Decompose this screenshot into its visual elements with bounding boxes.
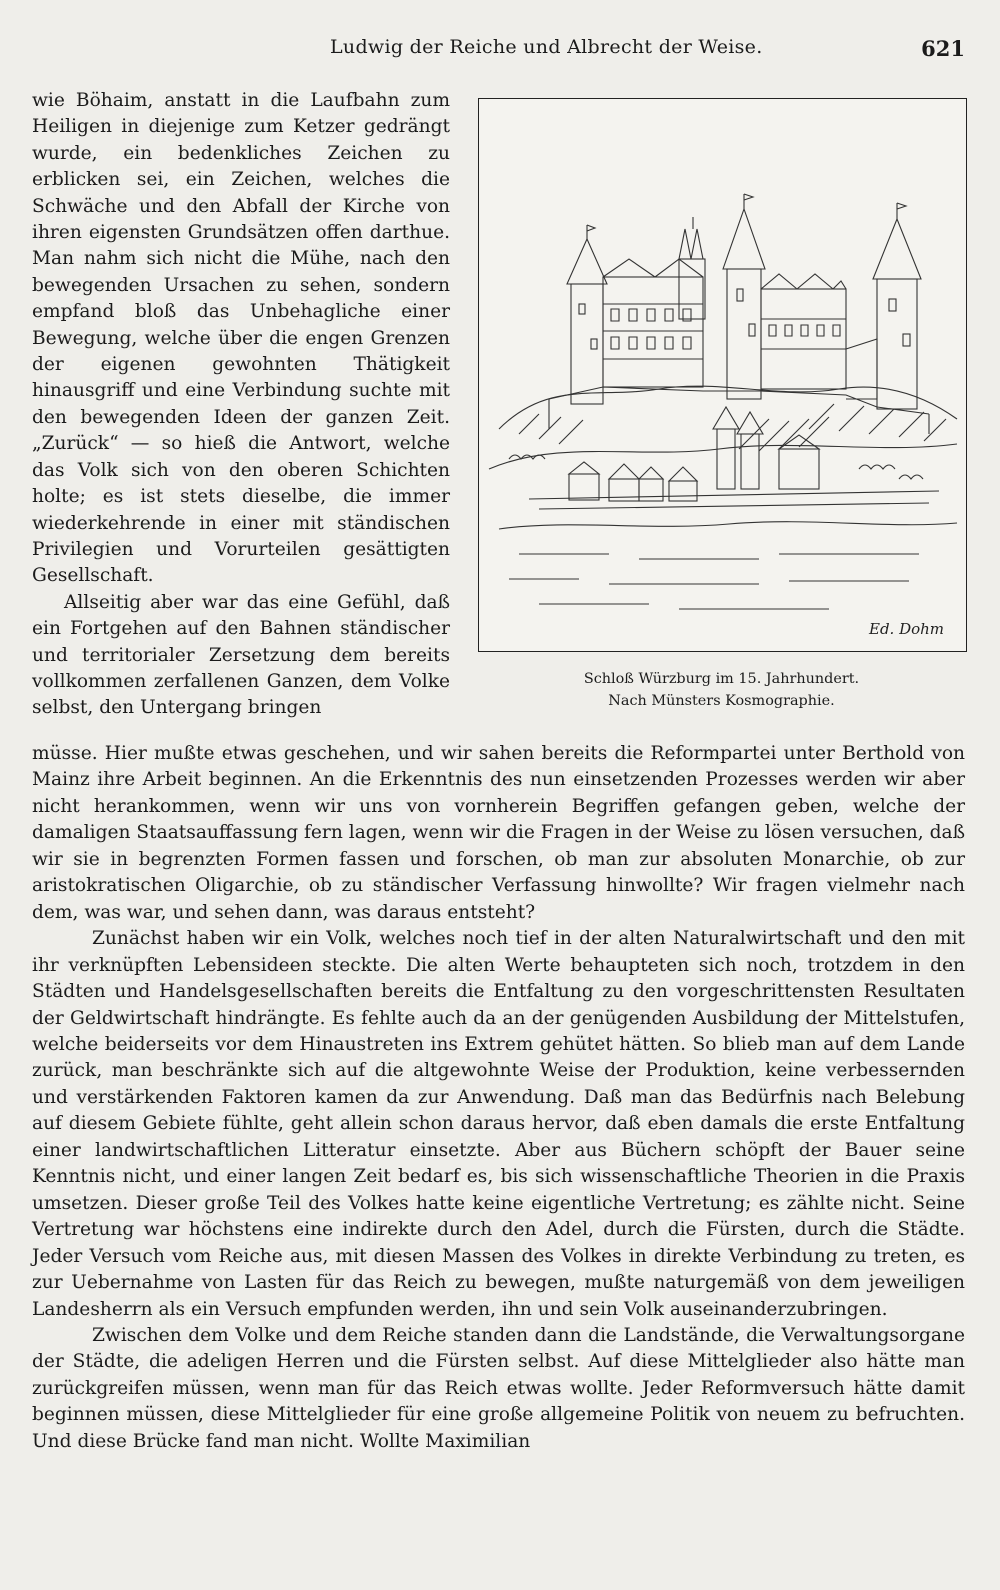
castle-engraving-icon xyxy=(479,99,966,651)
full-width-text xyxy=(32,741,965,1455)
paragraph: Zunächst haben wir ein Volk, welches noch tief in der alten Naturalwirtschaft und den mit ihr verknüpften Lebensideen steckte. Die alten Werte behaupteten sich noch, trotzdem in den Städten und Handelsgesellschaften bereits die Entfaltung zu den vorgeschrittensten Resultaten der Geldwirtschaft hindrängte. Es fehlte auch da an der genügenden Ausbildung der Mittelstufen, welche beiderseits vor dem Hinaustreten ins Extrem gehütet hätten. So blieb man auf dem Lande zurück, man beschränkte sich auf die altgewohnte Weise der Produktion, keine verbessernden und verstärkenden Faktoren kamen da zur Anwendung. Daß man das Bedürfnis nach Belebung auf diesem Gebiete fühlte, geht allein schon daraus hervor, daß eben damals die erste Entfaltung einer landwirtschaftlichen Litteratur einsetzte. Aber aus Büchern schöpft der Bauer seine Kenntnis nicht, und einer langen Zeit bedarf es, bis sich wissenschaftliche Theorien in die Praxis umsetzen. Dieser große Teil des Volkes hatte keine eigentliche Vertretung; es zählte nicht. Seine Vertretung war höchstens eine indirekte durch den Adel, durch die Fürsten, durch die Städte. Jeder Versuch vom Reiche aus, mit diesen Massen des Volkes in direkte Verbindung zu treten, es zur Uebernahme von Lasten für das Reich zu bewegen, mußte naturgemäß von dem jeweiligen Landesherrn als ein Versuch empfunden werden, ihn und sein Volk auseinanderzubringen. xyxy=(32,928,965,1320)
artist-signature: Ed. Dohm xyxy=(869,620,945,638)
running-head: Ludwig der Reiche und Albrecht der Weise. xyxy=(330,36,763,58)
paragraph: Allseitig aber war das eine Gefühl, daß ein Fortgehen auf den Bahnen ständischer und territorialer Zersetzung dem bereits vollkommen zerfallenen Ganzen, dem Volke selbst, den Untergang bringen xyxy=(32,591,450,719)
caption-line: Schloß Würzburg im 15. Jahrhundert. xyxy=(583,671,860,687)
castle-illustration xyxy=(478,98,967,652)
figure-caption xyxy=(478,668,965,712)
paragraph: müsse. Hier mußte etwas geschehen, und wir sahen bereits die Reformpartei unter Berthold von Mainz ihre Arbeit beginnen. An die Erkenntnis des nun einsetzenden Prozesses werden wir aber nicht herankommen, wenn wir uns von vornherein Begriffen gefangen geben, welche der damaligen Staatsauffassung fern lagen, wenn wir die Fragen in der Weise zu lösen versuchen, daß wir sie in begrenzten Formen fassen und forschen, ob man zur absoluten Monarchie, ob zur aristokratischen Oligarchie, ob zu ständischer Verfassung hinwollte? Wir fragen vielmehr nach dem, was war, und sehen dann, was daraus entsteht? xyxy=(32,743,965,923)
caption-line: Nach Münsters Kosmographie. xyxy=(608,693,835,709)
paragraph: wie Böhaim, anstatt in die Laufbahn zum Heiligen in diejenige zum Ketzer gedrängt wurde, ein bedenkliches Zeichen zu erblicken sei, ein Zeichen, welches die Schwäche und den Abfall der Kirche von ihren eigensten Grundsätzen offen darthue. Man nahm sich nicht die Mühe, nach den bewegenden Ursachen zu sehen, sondern empfand bloß das Unbehagliche einer Bewegung, welche über die engen Grenzen der eigenen gewohnten Thätigkeit hinausgriff und eine Verbindung suchte mit den bewegenden Ideen der ganzen Zeit. „Zurück“ — so hieß die Antwort, welche das Volk sich von den oberen Schichten holte; es ist stets dieselbe, die immer wiederkehrende in einer mit ständischen Privilegien und Vorurteilen gesättigten Gesellschaft. xyxy=(32,90,450,587)
page-header xyxy=(30,36,965,66)
left-text-column xyxy=(32,88,450,722)
page-number: 621 xyxy=(921,36,965,61)
paragraph: Zwischen dem Volke und dem Reiche standen dann die Landstände, die Verwaltungsorgane der Städte, die adeligen Herren und die Fürsten selbst. Auf diese Mittelglieder also hätte man zurückgreifen müssen, wenn man für das Reich etwas wollte. Jeder Reformversuch hätte damit beginnen müssen, diese Mittelglieder für eine große allgemeine Politik von neuem zu befruchten. Und diese Brücke fand man nicht. Wollte Maximilian xyxy=(32,1324,965,1452)
